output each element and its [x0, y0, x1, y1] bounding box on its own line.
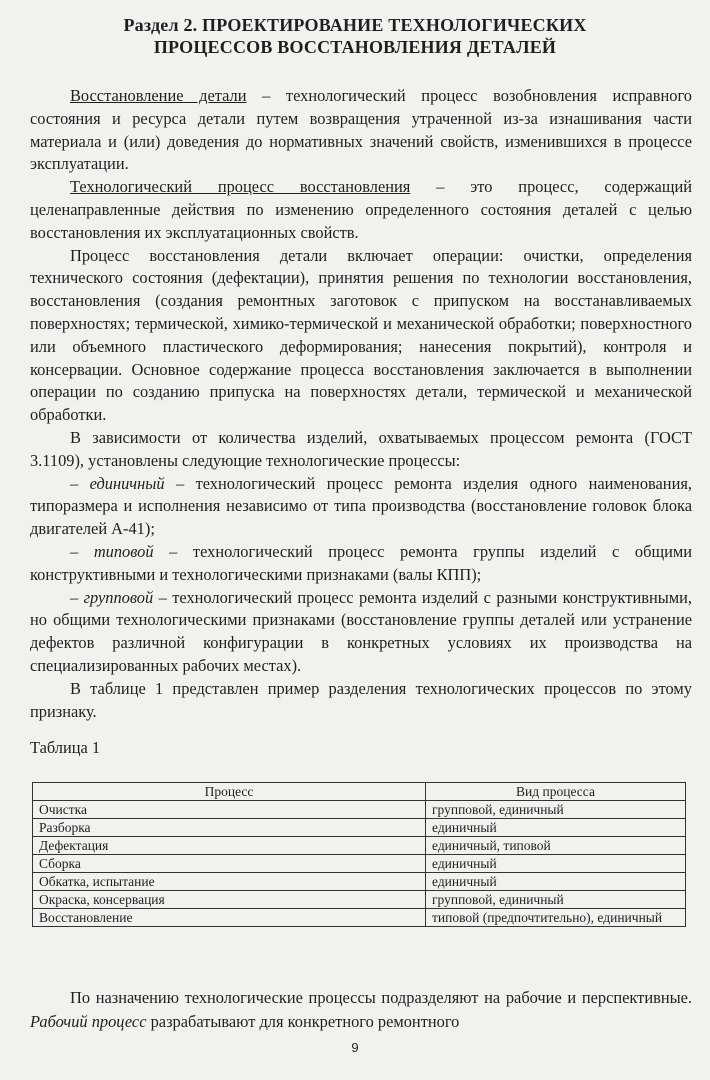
list-item-typical: [30, 541, 692, 587]
table-header-row: [33, 783, 686, 801]
table-cell: типовой (предпочтительно), единичный: [426, 909, 686, 927]
table-cell: Разборка: [33, 819, 426, 837]
paragraph-definition-process: [30, 176, 692, 244]
column-header-type: Вид процесса: [426, 783, 686, 801]
table-row: [33, 909, 686, 927]
table-cell: групповой, единичный: [426, 801, 686, 819]
table-cell: Сборка: [33, 855, 426, 873]
table-row: [33, 855, 686, 873]
table-cell: Дефектация: [33, 837, 426, 855]
paragraph-text: – технологический процесс ремонта группы изделий с общими конструктивными и технологическими признаками (валы КПП);: [30, 541, 693, 584]
list-item-group: [30, 587, 692, 678]
list-item-single: [30, 473, 692, 541]
table-cell: единичный: [426, 855, 686, 873]
paragraph-purpose: [30, 986, 692, 1034]
table-cell: Восстановление: [33, 909, 426, 927]
table-cell: единичный: [426, 873, 686, 891]
paragraph-text: – технологический процесс ремонта изделий с разными конструктивными, но общими технологическими признаками (восстановление группы деталей или устранение дефектов различной конфигурации в конкретных условиях их производства на специализированных рабочих местах).: [30, 587, 692, 675]
table-cell: Обкатка, испытание: [33, 873, 426, 891]
table-caption: Таблица 1: [30, 738, 101, 757]
paragraph-text: По назначению технологические процессы подразделяют на рабочие и перспективные.: [70, 988, 692, 1007]
paragraph-definition-restoration: [30, 85, 692, 176]
table-row: [33, 801, 686, 819]
table-row: [33, 873, 686, 891]
column-header-process: Процесс: [33, 783, 426, 801]
page-number: 9: [351, 1040, 359, 1055]
heading-line-2: ПРОЦЕССОВ ВОССТАНОВЛЕНИЯ ДЕТАЛЕЙ: [153, 37, 557, 57]
table-cell: единичный: [426, 819, 686, 837]
term-process: Технологический процесс восстановления: [70, 177, 411, 197]
paragraph-classification: В зависимости от количества изделий, охватываемых процессом ремонта (ГОСТ 3.1109), установлены следующие технологические процессы:: [30, 427, 692, 470]
dash: –: [70, 541, 94, 561]
paragraph-table-intro: В таблице 1 представлен пример разделения технологических процессов по этому признаку.: [30, 678, 692, 721]
section-heading: [60, 14, 650, 58]
dash: –: [70, 587, 84, 607]
dash: –: [70, 473, 90, 493]
term-restoration: Восстановление детали: [70, 86, 247, 105]
paragraph-text: разрабатывают для конкретного ремонтного: [146, 1012, 460, 1031]
table-cell: групповой, единичный: [426, 891, 686, 909]
term-working-process: Рабочий процесс: [30, 1012, 147, 1031]
paragraph-text: – технологический процесс ремонта изделия одного наименования, типоразмера и исполнения независимо от типа производства (восстановление головок блока двигателей А-41);: [30, 473, 692, 539]
table-row: [33, 837, 686, 855]
term-single: единичный: [89, 473, 165, 493]
table-row: [33, 891, 686, 909]
table-cell: Очистка: [33, 801, 426, 819]
body-text: [30, 85, 692, 723]
table-cell: Окраска, консервация: [33, 891, 426, 909]
paragraph-text: – технологический процесс возобновления исправного состояния и ресурса детали путем возвращения утраченной из-за изнашивания части материала и (или) доведения до нормативных значений свойств, изменившихся в процессе эксплуатации.: [30, 86, 692, 174]
paragraph-operations: Процесс восстановления детали включает операции: очистки, определения технического состояния (дефектации), принятия решения по технологии восстановления, восстановления (создания ремонтных заготовок с припуском на восстанавливаемых поверхностях; термической, химико-термической и механической обработки; поверхностного или объемного пластического деформирования; нанесения покрытий), контроля и консервации. Основное содержание процесса восстановления заключается в выполнении операции по созданию припуска на поверхностях детали, термической и механической обработки.: [30, 245, 692, 425]
term-group: групповой: [83, 587, 154, 607]
term-typical: типовой: [93, 541, 154, 561]
heading-line-1: Раздел 2. ПРОЕКТИРОВАНИЕ ТЕХНОЛОГИЧЕСКИХ: [123, 15, 587, 35]
paragraph-text: – это процесс, содержащий целенаправленные действия по изменению определенного состояния деталей с целью восстановления их эксплуатационных свойств.: [30, 177, 692, 242]
table-row: [33, 819, 686, 837]
process-table: [32, 782, 686, 927]
table-cell: единичный, типовой: [426, 837, 686, 855]
